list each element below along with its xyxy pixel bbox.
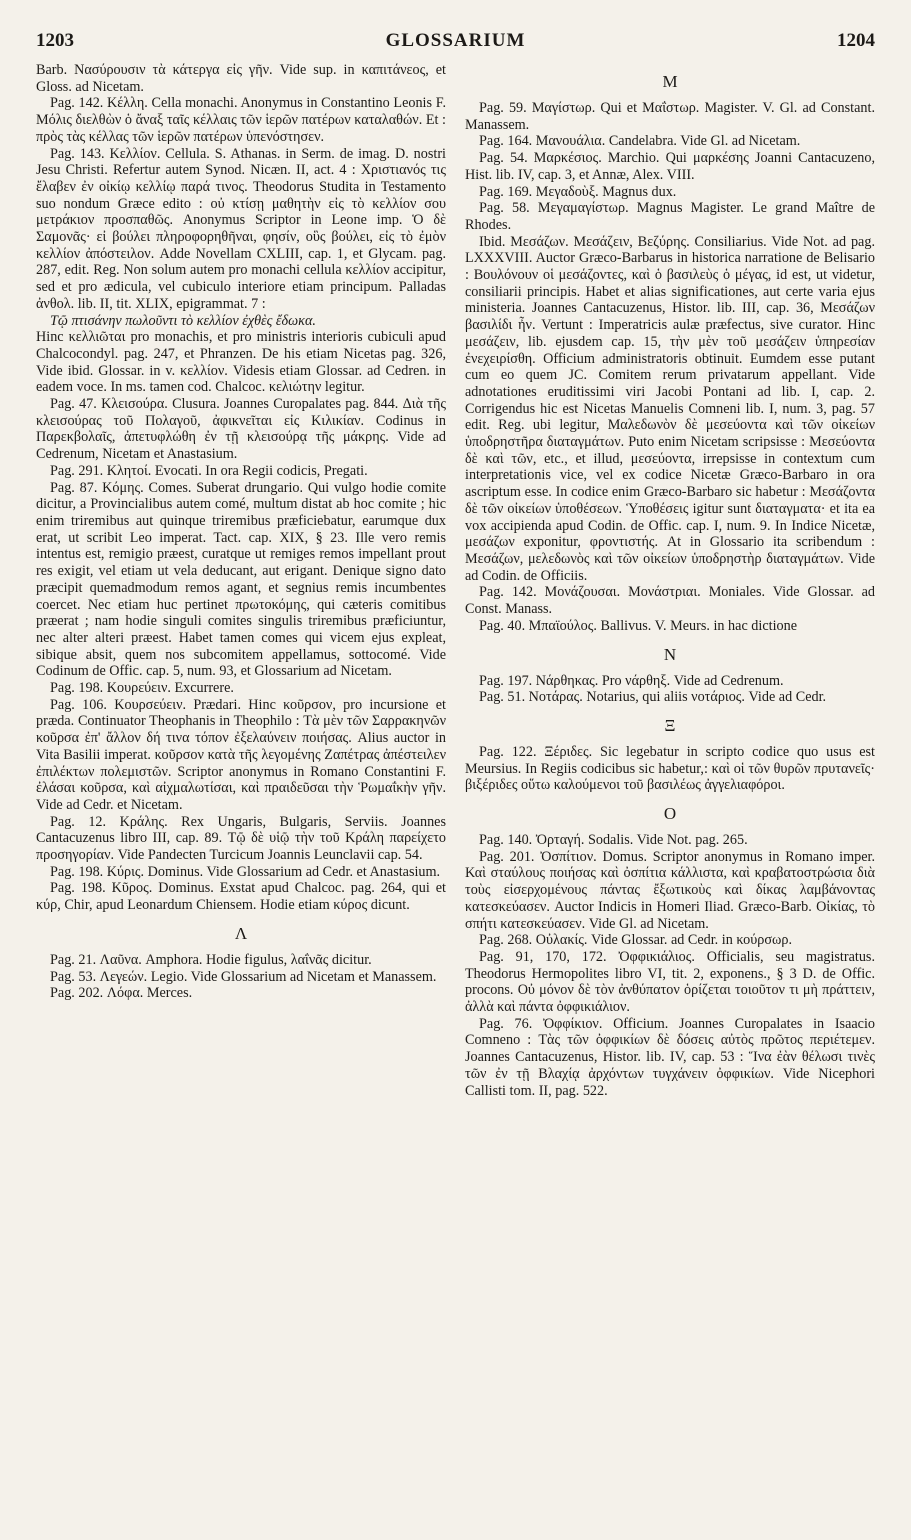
glossary-entry: Pag. 198. Κουρεύειν. Excurrere. bbox=[50, 680, 234, 697]
glossary-entry: Pag. 201. Ὀσπίτιον. Domus. Scriptor anonymus in Romano imper. Καὶ σταύλους ποιήσας καὶ ὀσπίτια κάλλιστα, καὶ κραβατοστρώσια διὰ τοὺς εἰσερχομένους πάντας ἔξωτικοὺς καὶ δίκας λαμβάνοντας κατεσκεύασεν. Auctor Indicis in Homeri Iliad. Græco-Barb. Οἰκίας, τὸ σπήτι κατεσκεύασεν. Vide Gl. ad Nicetam. bbox=[465, 848, 875, 932]
section-letter: M bbox=[662, 72, 678, 91]
glossary-entry: Ibid. Μεσάζων. Μεσάζειν, Βεζύρης. Consiliarius. Vide Not. ad pag. LXXXVIII. Auctor Græco-Barbarus in historica narratione de Belisario : Βουλόνουν οἱ μεσάζοντες, καὶ ὁ βασιλεὺς ὁ μέγας, id est, ut videtur, consiliarii principis. Habet et alias significationes, aut certe varia ejus ministeria. Joannes Cantacuzenus, Histor. lib. III, cap. 36, Μεσάζων βασιλίδι ἦν. Vertunt : Imperatricis aulæ præfectus, sive curator. Hinc μεσάζειν, lib. ejusdem cap. 15, τὴν μὲν τοῦ μεσάζειν ὑπηρεσίαν ἐνεχειρίσθη. Officium administratoris obtinuit. Eumdem esse putant cum eo quem JC. Comitem rerum privatarum appellant. Vide adnotationes eruditissimi viri Jacobi Pontani ad lib. I, cap. 2. Corrigendus hic est Nicetas Manuelis Comneni lib. I, num. 3, pag. 57 edit. Reg. ubi legitur, Μαλεδωνὸν δὲ μεσεύοντα καὶ τῶν οἰκείων ὑποδρηστῆρα διαταγμάτων. Puto enim Nicetam scripsisse : Μεσεύοντα δὲ καὶ τῶν, etc., et illud, μεσεύοντα, irrepsisse in contextum cum interpretationis vice, vel ex codice Nicetæ Græco-Barbaro in ora ascriptum esse. In codice enim Græco-Barbaro sic habetur : Μεσάζοντα δὲ τῶν οἰκείων ὑποθέσεων. Ὑποθέσεις igitur sunt διαταγματα· et ita ea vox accipienda apud Codin. de Offic. cap. I, num. 9. In Indice Nicetæ, μεσάζων exponitur, φροντιστής. At in Glossario ita scribendum : Μεσάζων, μελεδωνὸς καὶ τῶν οἰκείων ὑποδρηστὴρ διαταγμάτων. Vide ad Codin. de Officiis. bbox=[465, 233, 875, 584]
glossary-entry: Pag. 140. Ὀρταγή. Sodalis. Vide Not. pag. 265. bbox=[479, 832, 748, 849]
glossary-entry: Pag. 198. Κῦρος. Dominus. Exstat apud Chalcoc. pag. 264, qui et κύρ, Chir, apud Leonardum Chiensem. Hodie etiam κύρος dicunt. bbox=[36, 880, 446, 914]
glossary-entry: Pag. 91, 170, 172. Ὀφφικιάλιος. Officialis, seu magistratus. Theodorus Hermopolites libro VI, tit. 2, exponens., § 3 D. de Offic. procons. Οὐ μόνον δὲ τὸν ἀνθύπατον ὁρίζεται τοιοῦτον τι μὴ πράττειν, ἀλλὰ καὶ πάντα ὀφφικιάλιον. bbox=[465, 948, 875, 1016]
section-letter: Ξ bbox=[664, 715, 676, 735]
glossary-entry: Pag. 142. Μονάζουσαι. Μονάστριαι. Moniales. Vide Glossar. ad Const. Manass. bbox=[465, 584, 875, 618]
glossary-entry: Pag. 198. Κύρις. Dominus. Vide Glossarium ad Cedr. et Anastasium. bbox=[50, 863, 441, 880]
glossary-entry: Pag. 40. Μπαϊούλος. Ballivus. V. Meurs. in hac dictione bbox=[479, 617, 797, 634]
section-letter: N bbox=[663, 644, 677, 664]
glossary-entry: Pag. 76. Ὀφφίκιον. Officium. Joannes Curopalates in Isaacio Comneno : Τὰς τῶν ὀφφικίων δὲ δόσεις αὐτὸς πρῶτος περιέτεμεν. Joannes Cantacuzenus, Histor. lib. IV, cap. 53 : Ἵνα ἐὰν θέλωσι τινὲς τῶν ἐν τῇ Βλαχίᾳ ἀρχόντων τυγχάνειν ὀφφικίων. Vide Nicephori Callisti tom. II, pag. 522. bbox=[465, 1015, 875, 1099]
left-column bbox=[36, 62, 446, 1522]
glossary-entry: Pag. 122. Ξέριδες. Sic legebatur in scripto codice quo usus est Meursius. In Regiis codicibus sic habetur,: καὶ οἱ τῶν θυρῶν πρυτανεῖς· βιξέριδες οὕτω καλούμενοι τοῦ βασιλέως ἀγγελιαφόροι. bbox=[465, 743, 875, 794]
running-title: GLOSSARIUM bbox=[385, 30, 526, 51]
right-column bbox=[465, 62, 875, 1522]
glossary-entry: Pag. 143. Κελλίον. Cellula. S. Athanas. in Serm. de imag. D. nostri Jesu Christi. Refertur autem Synod. Nicæn. II, act. 4 : Χριστιανός τις ἔλαβεν ἐν οἰκίῳ κελλίῳ παρά τινος. Theodorus Studita in Testamento suo nondum Græce edito : οὐ κτίσῃ μαθητὴν εἰς τὸ κελλίον σου μετράκιον προσπαθῶς. Anonymus Scriptor in Leone imp. Ὁ δὲ Σαμονᾶς· εἰ βούλει πληροφορηθῆναι, φησίν, οὓς βούλει, εἰς τὸ ἐμὸν κελλίον ἀπόστειλον. Adde Novellam CXLIII, cap. 1, et Glycam. pag. 287, edit. Reg. Non solum autem pro monachi cellula κελλίον accipitur, sed et pro ædicula, vel cubiculo interiore etiam principum. Palladas ἀνθολ. lib. II, tit. XLIX, epigrammat. 7 : bbox=[36, 145, 446, 312]
glossary-entry: Pag. 12. Κράλης. Rex Ungaris, Bulgaris, Serviis. Joannes Cantacuzenus libro III, cap. 89. Τῷ δὲ υἱῷ τὴν τοῦ Κράλη παρείχετο προσηγορίαν. Vide Pandecten Turcicum Joannis Leunclavii cap. 54. bbox=[36, 813, 446, 864]
glossary-entry: Pag. 54. Μαρκέσιος. Marchio. Qui μαρκέσης Joanni Cantacuzeno, Hist. lib. IV, cap. 3, et Annæ, Alex. VIII. bbox=[465, 150, 875, 183]
glossary-entry: Pag. 58. Μεγαμαγίστωρ. Magnus Magister. Le grand Maître de Rhodes. bbox=[465, 200, 875, 233]
glossary-entry: Pag. 53. Λεγεών. Legio. Vide Glossarium ad Nicetam et Manassem. bbox=[50, 968, 437, 985]
glossary-entry: Pag. 21. Λαῦνα. Amphora. Hodie figulus, λαΐνᾶς dicitur. bbox=[50, 951, 372, 968]
glossary-entry: Pag. 59. Μαγίστωρ. Qui et Μαΐστωρ. Magister. V. Gl. ad Constant. Manassem. bbox=[465, 100, 875, 133]
page-header bbox=[36, 30, 875, 56]
left-page-number: 1203 bbox=[36, 30, 74, 51]
verse-quotation: Τῷ πτισάνην πωλοῦντι τὸ κελλίον ἐχθὲς ἔδωκα. bbox=[50, 312, 316, 329]
glossary-entry: Hinc κελλιῶται pro monachis, et pro ministris interioris cubiculi apud Chalcocondyl. pag. 247, et Phranzen. De his etiam Nicetas pag. 326, Vide ibid. Glossar. in v. κελλίον. Videsis etiam Glossar. ad Cedren. in eadem voce. In ms. tamen cod. Chalcoc. κελιώτην legitur. bbox=[36, 329, 446, 396]
glossary-entry: Pag. 164. Μανουάλια. Candelabra. Vide Gl. ad Nicetam. bbox=[479, 133, 801, 150]
glossary-entry: Pag. 169. Μεγαδοὺξ. Magnus dux. bbox=[479, 183, 677, 200]
glossary-entry: Pag. 106. Κουρσεύειν. Prædari. Hinc κοῦρσον, pro incursione et præda. Continuator Theophanis in Theophilo : Τὰ μὲν τῶν Σαρρακηνῶν κοῦρσα ἐπ' ἄλλον δή τινα τόπον ἐξελαύνειν ποιήσας. Alius auctor in Vita Basilii imperat. κοῦρσον κατὰ τῆς λεγομένης Ζαπέτρας ἀπέστειλεν ἐπιλέκτων πολεμιστῶν. Scriptor anonymus in Romano Constantini F. ἐλάσαι κοῦρσα, καὶ αἰχμαλωτίσαι, καὶ πραιδεῦσαι τὴν Ῥωμαΐκὴν γῆν. Vide ad Cedr. et Nicetam. bbox=[36, 696, 446, 813]
glossary-entry: Pag. 87. Κόμης. Comes. Suberat drungario. Qui vulgo hodie comite dicitur, a Provincialibus autem comé, multum distat ab hoc comite ; hic enim triremibus aut quinque triremibus præficiebatur, earumque dux erat, ut scribit Leo imperat. Tact. cap. XIX, § 23. Ille vero remis intentus est, remigio præest, curatque ut remiges remos impellant prout res exigit, vel etiam ut vela deducant, aut erigant. Denique signo dato præcipit quemadmodum remos agant, et segnius remis incumbentes coercet. Nec etiam huc pertinet πρωτοκόμης, qui cæteris comitibus præerat ; nam hodie singuli comites singulis triremibus præficiuntur, nec alter alteri præest. Habet tamen comes qui vicem ejus expleat, sibique absit, quem nos subcomitem appellamus, sottocomé. Vide Codinum de Offic. cap. 5, num. 93, et Glossarium ad Nicetam. bbox=[36, 479, 446, 680]
section-letter: O bbox=[663, 804, 677, 824]
glossary-entry: Pag. 197. Νάρθηκας. Pro νάρθηξ. Vide ad Cedrenum. bbox=[479, 672, 784, 689]
glossary-entry: Barb. Νασύρουσιν τὰ κάτεργα εἰς γῆν. Vide sup. in καπιτάνεος, et Gloss. ad Nicetam. bbox=[36, 62, 446, 95]
section-letter: Λ bbox=[234, 923, 248, 943]
right-page-number: 1204 bbox=[837, 30, 875, 51]
glossary-entry: Pag. 142. Κέλλη. Cella monachi. Anonymus in Constantino Leonis F. Μόλις διελθὼν ὁ ἄναξ ταῖς κέλλαις τῶν ἱερῶν πατέρων καταλαθών. Et : πρὸς τὰς κέλλας τῶν ἱερῶν πατέρων ὑπενόστησεν. bbox=[36, 95, 446, 145]
glossary-entry: Pag. 291. Κλητοί. Evocati. In ora Regii codicis, Pregati. bbox=[50, 462, 368, 479]
glossary-entry: Pag. 202. Λόφα. Merces. bbox=[50, 985, 193, 1002]
glossary-entry: Pag. 268. Οὐλακίς. Vide Glossar. ad Cedr. in κούρσωρ. bbox=[479, 932, 792, 949]
glossary-entry: Pag. 51. Νοτάρας. Notarius, qui aliis νοτάριος. Vide ad Cedr. bbox=[479, 689, 827, 706]
glossary-entry: Pag. 47. Κλεισούρα. Clusura. Joannes Curopalates pag. 844. Διὰ τῆς κλεισούρας τοῦ Πολαγοῦ, ἀφικνεῖται εἰς Κιλικίαν. Codinus in Παρεκβολαῖς, ἀπετυφλώθη ἐν τῇ κλεισούρᾳ τῆς μάκρης. Vide ad Cedrenum, Nicetam et Anastasium. bbox=[36, 396, 446, 463]
